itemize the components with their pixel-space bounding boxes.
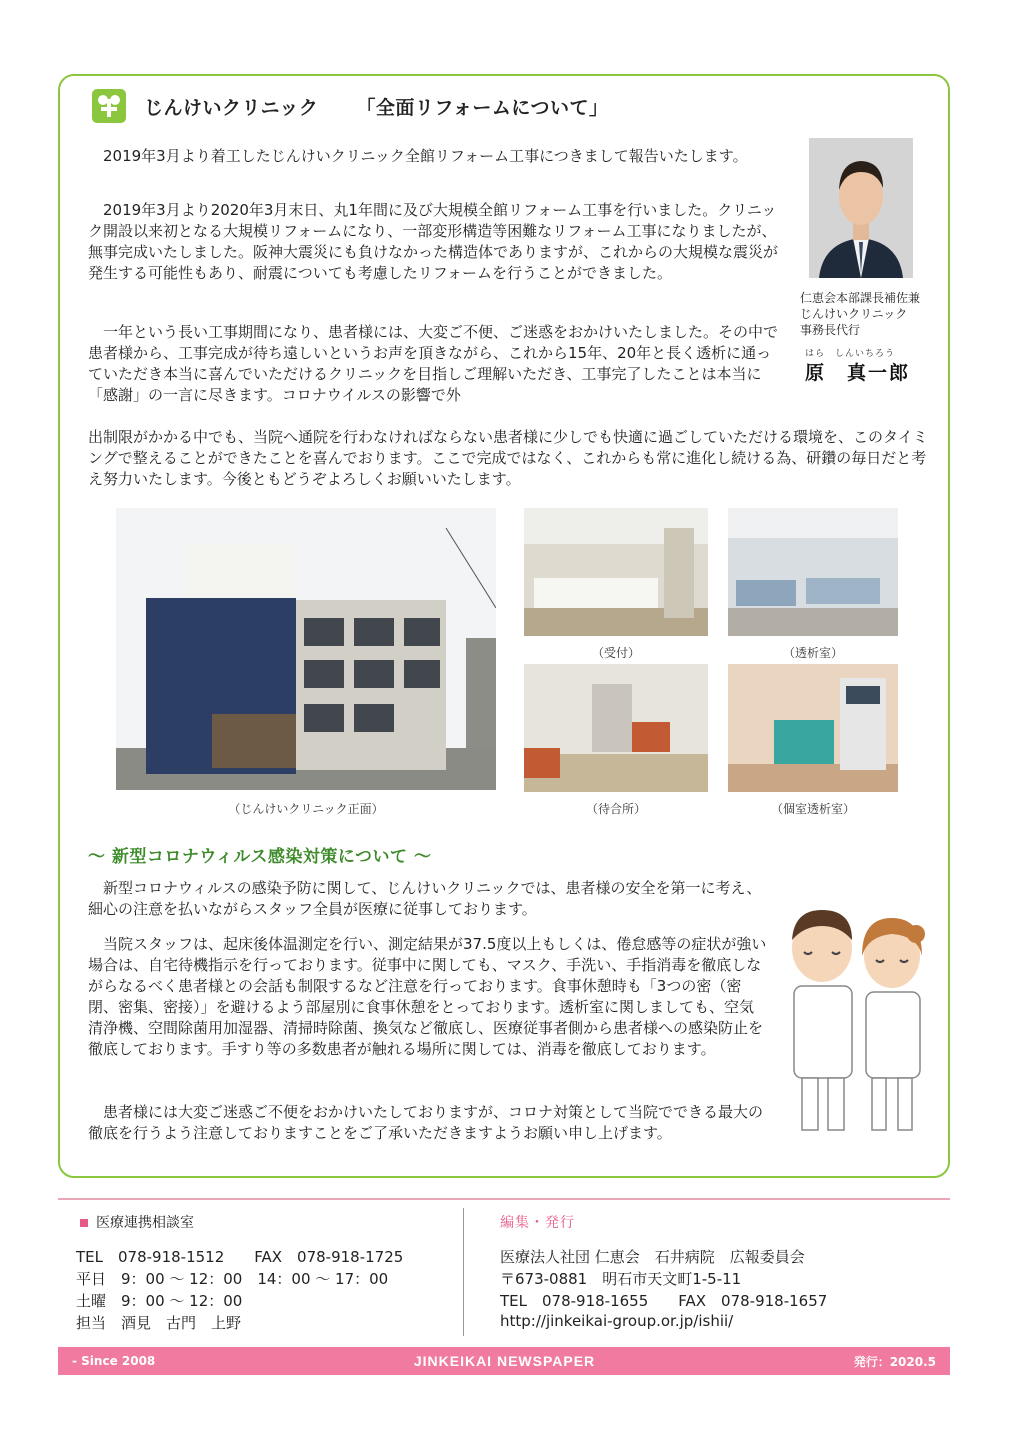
staff-portrait bbox=[809, 138, 913, 278]
corona-paragraph-1: 新型コロナウィルスの感染予防に関して、じんけいクリニックでは、患者様の安全を第一に考え、細心の注意を払いながらスタッフ全員が医療に従事しております。 bbox=[88, 879, 762, 918]
publisher-org: 医療法人社団 仁恵会 石井病院 広報委員会 bbox=[500, 1248, 805, 1266]
corona-paragraph-3: 患者様には大変ご迷惑ご不便をおかけいたしておりますが、コロナ対策として当院でできる最大の徹底を行うよう注意しておりますことをご了承いただきますようお願い申し上げます。 bbox=[88, 1103, 764, 1142]
renovation-paragraph: 2019年3月より2020年3月末日、丸1年間に及び大規模全館リフォーム工事を行いました。クリニック開設以来初となる大規模リフォームになり、一部変形構造等困難なリフォーム工事になりましたが、無事完成いたしました。阪神大震災にも負けなかった構造体でありますが、これからの大規模な震災が発生する可能性もあり、耐震についても考慮したリフォームを行うことができました。 bbox=[88, 201, 779, 282]
liaison-tel-fax: TEL 078-918-1512 FAX 078-918-1725 bbox=[76, 1248, 404, 1266]
liaison-office-title: 医療連携相談室 bbox=[80, 1212, 194, 1232]
gratitude-paragraph-b: 出制限がかかる中でも、当院へ通院を行わなければならない患者様に少しでも快適に過ごしていただける環境を、このタイミングで整えることができたことを喜んでおります。ここで完成ではなく、これからも常に進化し続ける為、研鑽の毎日だと考え努力いたします。今後ともどうぞよろしくお願いいたします。 bbox=[88, 428, 928, 488]
publisher-title: 編集・発行 bbox=[500, 1215, 575, 1231]
pink-square-icon bbox=[80, 1219, 88, 1227]
dialysis-room-photo bbox=[728, 508, 898, 636]
waiting-caption: （待合所） bbox=[585, 802, 646, 816]
clinic-name: じんけいクリニック bbox=[144, 96, 319, 119]
footer-column-separator bbox=[463, 1208, 464, 1336]
newspaper-bar bbox=[58, 1347, 950, 1375]
article-title: 「全面リフォームについて」 bbox=[356, 96, 609, 119]
corona-paragraph-2: 当院スタッフは、起床後体温測定を行い、測定結果が37.5度以上もしくは、倦怠感等の症状が強い場合は、自宅待機指示を行っております。従事中に関しても、マスク、手洗い、手指消毒を徹底しながらなるべく患者様との会話も制限するなど注意を行っております。食事休憩時も「3つの密（密閉、密集、密接）」を避けるよう部屋別に食事休憩をとっております。透析室に関しましても、空気清浄機、空間除菌用加湿器、清掃時除菌、換気など徹底し、医療従事者側から患者様への感染防止を徹底しております。手すり等の多数患者が触れる場所に関しては、消毒を徹底しております。 bbox=[88, 935, 767, 1058]
saturday-hours: 土曜 9：00 ～ 12：00 bbox=[76, 1292, 243, 1310]
gratitude-paragraph-a: 一年という長い工事期間になり、患者様には、大変ご不便、ご迷惑をおかけいたしました。その中で患者様から、工事完成が待ち遠しいというお声を頂きながら、これから15年、20年と長く透析に通っていただき本当に喜んでいただけるクリニックを目指しご理解いただき、工事完了したことは本当に「感謝」の一言に尽きます。コロナウイルスの影響で外 bbox=[88, 323, 779, 404]
private-dialysis-caption: （個室透析室） bbox=[770, 802, 855, 816]
front-photo-caption: （じんけいクリニック正面） bbox=[228, 802, 384, 816]
staff-name: 原 真一郎 bbox=[805, 362, 911, 384]
newspaper-name: JINKEIKAI NEWSPAPER bbox=[413, 1353, 596, 1369]
weekday-hours: 平日 9：00 ～ 12：00 14：00 ～ 17：00 bbox=[76, 1270, 389, 1288]
reception-photo bbox=[524, 508, 708, 636]
staff-role: 仁恵会本部課長補佐兼 じんけいクリニック 事務長代行 bbox=[800, 291, 921, 337]
issue-date: 発行：2020.5 bbox=[853, 1354, 936, 1369]
since-label: - Since 2008 bbox=[72, 1354, 156, 1368]
clinic-logo-icon bbox=[92, 89, 126, 123]
publisher-tel-fax: TEL 078-918-1655 FAX 078-918-1657 bbox=[500, 1292, 828, 1310]
footer-divider bbox=[58, 1198, 950, 1200]
intro-paragraph: 2019年3月より着工したじんけいクリニック全館リフォーム工事につきまして報告いたします。 bbox=[103, 147, 748, 165]
staff-illustration bbox=[780, 900, 930, 1135]
publisher-address: 〒673-0881 明石市天文町1-5-11 bbox=[500, 1270, 742, 1288]
liaison-staff: 担当 酒見 古門 上野 bbox=[76, 1314, 242, 1332]
private-dialysis-room-photo bbox=[728, 664, 898, 792]
publisher-url[interactable]: http://jinkeikai-group.or.jp/ishii/ bbox=[500, 1312, 734, 1330]
staff-name-kana: はら しんいちろう bbox=[805, 349, 896, 359]
article-heading bbox=[92, 88, 609, 124]
dialysis-caption: （透析室） bbox=[782, 646, 843, 660]
waiting-area-photo bbox=[524, 664, 708, 792]
corona-heading: ～ 新型コロナウィルス感染対策について ～ bbox=[88, 847, 432, 867]
clinic-front-photo bbox=[116, 508, 496, 790]
reception-caption: （受付） bbox=[591, 646, 640, 660]
